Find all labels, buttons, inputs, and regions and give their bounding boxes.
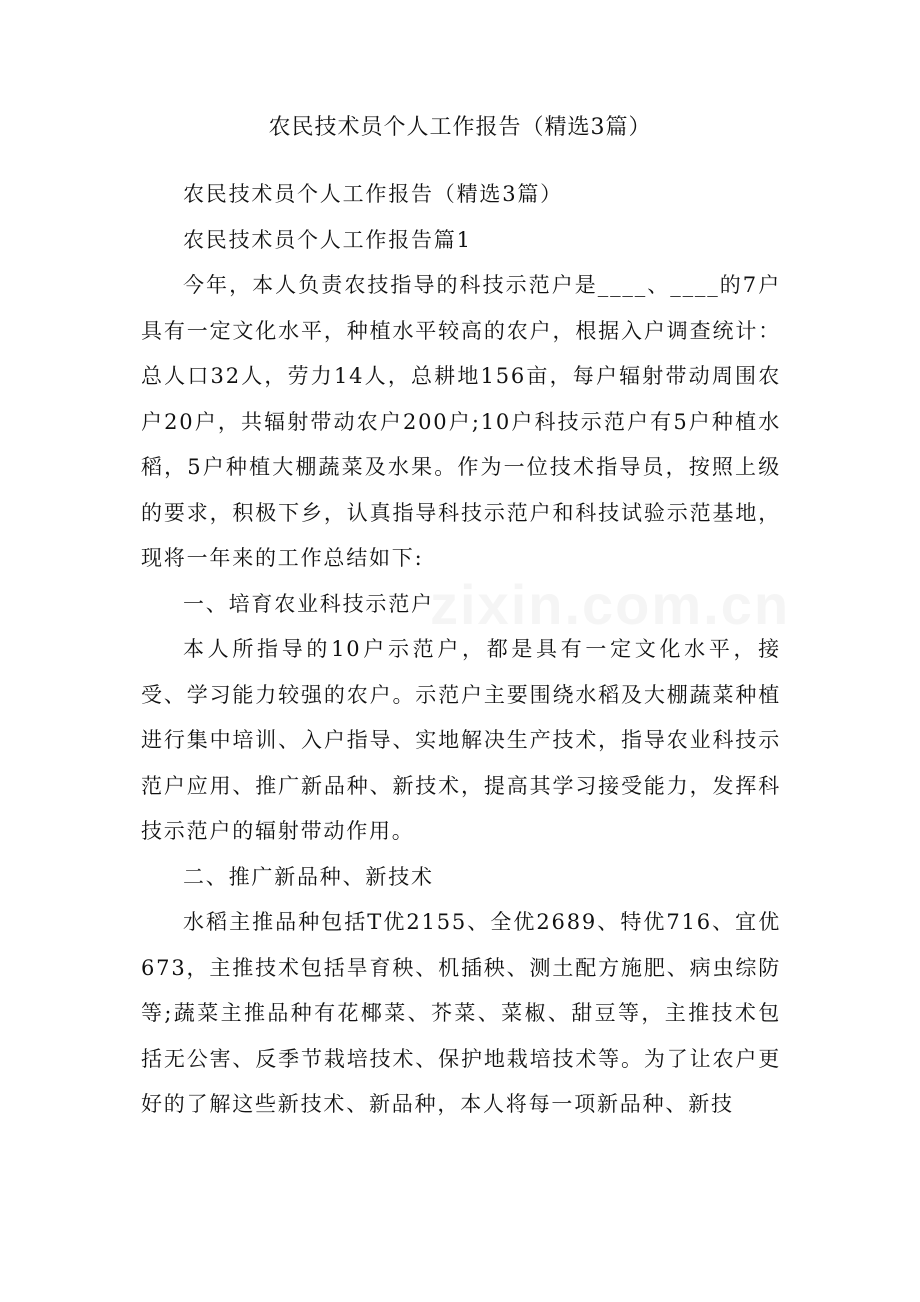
- subtitle-paragraph: 农民技术员个人工作报告（精选3篇）: [183, 182, 563, 206]
- section-heading-2: 二、推广新品种、新技术: [183, 864, 434, 889]
- body-paragraph-demo-households: 本人所指导的10户示范户，都是具有一定文化水平，接受、学习能力较强的农户。示范户主要围绕水稻及大棚蔬菜种植进行集中培训、入户指导、实地解决生产技术，指导农业科技示范户应用、推广新品种、新技术，提高其学习接受能力，发挥科技示范户的辐射带动作用。: [141, 637, 781, 843]
- section-heading-1: 一、培育农业科技示范户: [183, 591, 434, 616]
- watermark-text: zixin.com.cn: [430, 573, 791, 636]
- document-title: 农民技术员个人工作报告（精选3篇）: [268, 115, 652, 140]
- section-heading-article-1: 农民技术员个人工作报告篇1: [183, 227, 472, 252]
- document-body: [141, 172, 781, 1128]
- body-paragraph-intro: 今年，本人负责农技指导的科技示范户是____、____的7户具有一定文化水平，种植水平较高的农户，根据入户调查统计：总人口32人，劳力14人，总耕地156亩，每户辐射带动周围农户20户，共辐射带动农户200户;10户科技示范户有5户种植水稻，5户种植大棚蔬菜及水果。作为一位技术指导员，按照上级的要求，积极下乡，认真指导科技示范户和科技试验示范基地，现将一年来的工作总结如下:: [141, 273, 781, 570]
- body-paragraph-new-varieties: 水稻主推品种包括T优2155、全优2689、特优716、宜优673，主推技术包括旱育秧、机插秧、测土配方施肥、病虫综防等;蔬菜主推品种有花椰菜、芥菜、菜椒、甜豆等，主推技术包括无公害、反季节栽培技术、保护地栽培技术等。为了让农户更好的了解这些新技术、新品种，本人将每一项新品种、新技: [141, 910, 781, 1116]
